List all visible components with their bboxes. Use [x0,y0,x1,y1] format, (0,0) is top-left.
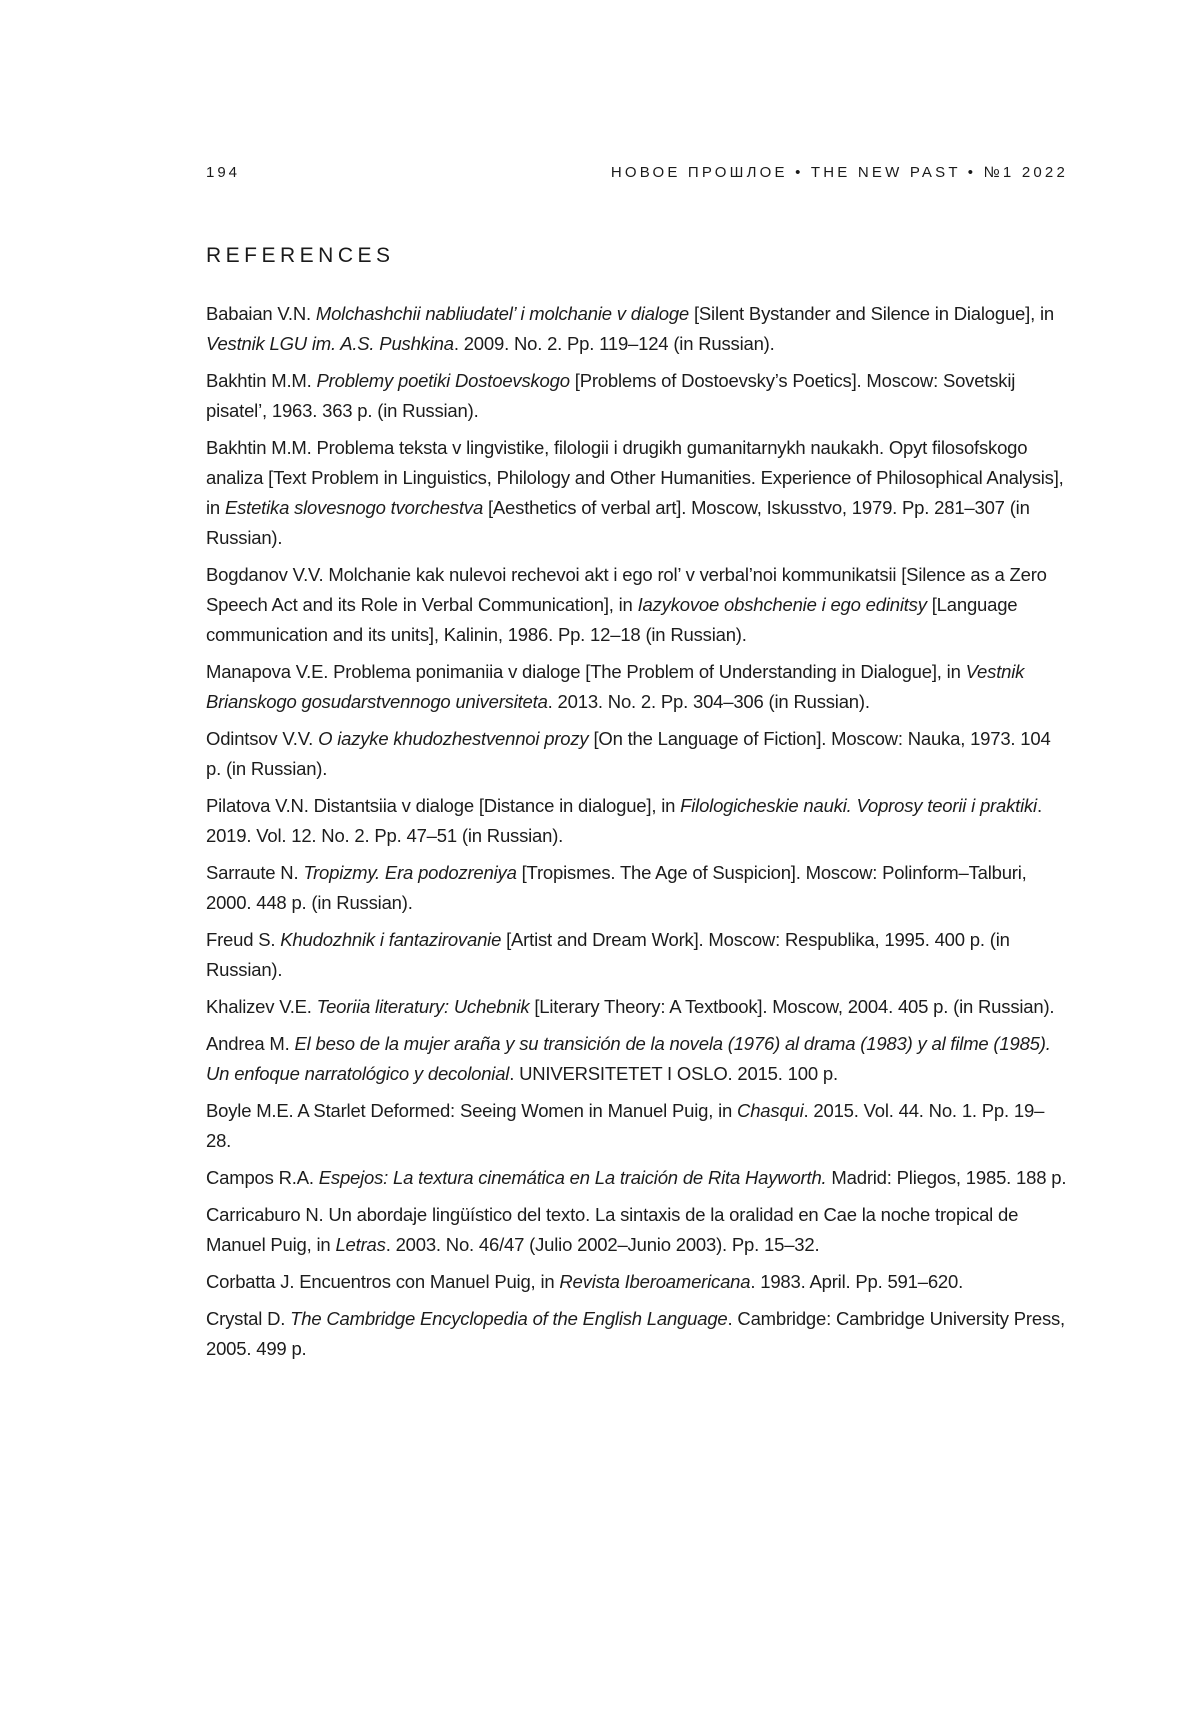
reference-italic-title: Vestnik LGU im. A.S. Pushkina [206,333,454,354]
reference-text: Sarraute N. [206,862,304,883]
reference-text: [On the Language of Fiction]. Moscow: Nauka, 1973. 104 p. (in Russian). [206,728,1051,779]
reference-text: . 2009. No. 2. Pp. 119–124 (in Russian). [453,333,775,354]
reference-text: [Tropismes. The Age of Suspicion]. Moscow: Polinform–Talburi, 2000. 448 p. (in Russian). [206,862,1027,913]
reference-text: [Artist and Dream Work]. Moscow: Respublika, 1995. 400 p. (in Russian). [206,929,1010,980]
reference-italic-title: Khudozhnik i fantazirovanie [280,929,502,950]
reference-entry [206,1096,1068,1156]
reference-text: . Cambridge: Cambridge University Press, 2005. 499 p. [206,1308,1065,1359]
reference-text: . UNIVERSITETET I OSLO. 2015. 100 p. [509,1063,838,1084]
reference-entry [206,657,1068,717]
reference-text: Bogdanov V.V. Molchanie kak nulevoi rechevoi akt i ego rol’ v verbal’noi kommunikatsii [Silence as a Zero Speech Act and its Role in Verbal Communication], in [206,564,1047,615]
reference-entry [206,1267,1068,1297]
reference-text: Babaian V.N. [206,303,316,324]
page-header [206,164,1068,181]
reference-text: [Silent Bystander and Silence in Dialogue], in [689,303,1054,324]
reference-text: Odintsov V.V. [206,728,319,749]
reference-text: . 2015. Vol. 44. No. 1. Pp. 19–28. [206,1100,1045,1151]
reference-text: Crystal D. [206,1308,291,1329]
reference-entry [206,925,1068,985]
reference-entry [206,1304,1068,1364]
references-list [206,299,1068,1364]
references-heading: REFERENCES [206,244,395,267]
reference-text: Andrea M. [206,1033,295,1054]
reference-italic-title: Problemy poetiki Dostoevskogo [316,370,570,391]
reference-entry [206,366,1068,426]
reference-italic-title: Chasqui [737,1100,804,1121]
reference-text: Campos R.A. [206,1167,319,1188]
reference-italic-title: Filologicheskie nauki. Voprosy teorii i praktiki [680,795,1037,816]
reference-entry [206,299,1068,359]
reference-italic-title: Tropizmy. Era podozreniya [303,862,517,883]
reference-text: [Literary Theory: A Textbook]. Moscow, 2004. 405 p. (in Russian). [529,996,1055,1017]
reference-text: [Problems of Dostoevsky’s Poetics]. Moscow: Sovetskij pisatel’, 1963. 363 p. (in Russian). [206,370,1016,421]
reference-italic-title: Estetika slovesnogo tvorchestva [224,497,484,518]
reference-entry [206,1029,1068,1089]
reference-italic-title: Iazykovoe obshchenie i ego edinitsy [637,594,927,615]
reference-italic-title: Revista Iberoamericana [559,1271,751,1292]
reference-text: Carricaburo N. Un abordaje lingüístico del texto. La sintaxis de la oralidad en Cae la noche tropical de Manuel Puig, in [206,1204,1019,1255]
reference-entry [206,858,1068,918]
reference-italic-title: Molchashchii nabliudatel’ i molchanie v dialoge [315,303,690,324]
journal-running-title: НОВОЕ ПРОШЛОЕ • THE NEW PAST • №1 2022 [610,164,1068,181]
reference-text: . 2019. Vol. 12. No. 2. Pp. 47–51 (in Russian). [206,795,1042,846]
reference-text: . 1983. April. Pp. 591–620. [750,1271,964,1292]
reference-text: . 2013. No. 2. Pp. 304–306 (in Russian). [547,691,870,712]
reference-text: Bakhtin M.M. Problema teksta v lingvistike, filologii i drugikh gumanitarnykh naukakh. Opyt filosofskogo analiza [Text Problem in Linguistics, Philology and Other Humanities. Experience of Philosophical Analysis], in [206,437,1064,518]
reference-text: Pilatova V.N. Distantsiia v dialoge [Distance in dialogue], in [206,795,681,816]
reference-text: [Aesthetics of verbal art]. Moscow, Iskusstvo, 1979. Pp. 281–307 (in Russian). [206,497,1030,548]
page-number: 194 [206,164,241,181]
reference-italic-title: The Cambridge Encyclopedia of the English Language [290,1308,728,1329]
reference-text: [Language communication and its units], Kalinin, 1986. Pp. 12–18 (in Russian). [206,594,1018,645]
reference-entry [206,992,1068,1022]
reference-entry [206,433,1068,553]
reference-text: Khalizev V.E. [206,996,317,1017]
reference-text: Freud S. [206,929,281,950]
reference-text: Bakhtin M.M. [206,370,317,391]
reference-entry [206,1163,1068,1193]
reference-entry [206,724,1068,784]
reference-italic-title: Espejos: La textura cinemática en La traición de Rita Hayworth. [318,1167,827,1188]
reference-italic-title: El beso de la mujer araña y su transición de la novela (1976) al drama (1983) y al filme (1985). Un enfoque narratológico y decolonial [206,1033,1051,1084]
reference-text: Corbatta J. Encuentros con Manuel Puig, in [206,1271,560,1292]
reference-text: Madrid: Pliegos, 1985. 188 p. [826,1167,1067,1188]
page-content [206,0,1068,1364]
reference-text: Manapova V.E. Problema ponimaniia v dialoge [The Problem of Understanding in Dialogue], in [206,661,966,682]
reference-entry [206,1200,1068,1260]
reference-italic-title: Teoriia literatury: Uchebnik [316,996,530,1017]
reference-italic-title: O iazyke khudozhestvennoi prozy [318,728,589,749]
reference-italic-title: Letras [335,1234,386,1255]
reference-text: Boyle M.E. A Starlet Deformed: Seeing Women in Manuel Puig, in [206,1100,738,1121]
reference-text: . 2003. No. 46/47 (Julio 2002–Junio 2003). Pp. 15–32. [385,1234,820,1255]
reference-entry [206,791,1068,851]
reference-entry [206,560,1068,650]
reference-italic-title: Vestnik Brianskogo gosudarstvennogo universiteta [206,661,1025,712]
